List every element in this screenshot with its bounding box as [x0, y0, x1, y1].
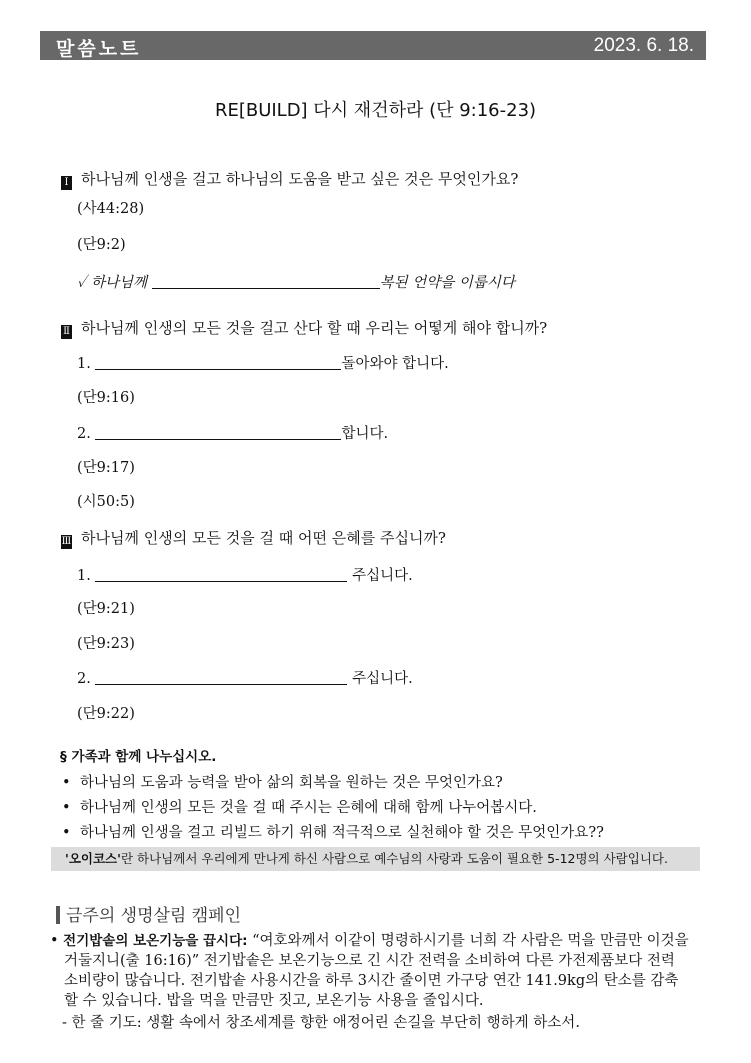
campaign-heading-line [56, 901, 241, 926]
header-bar [40, 31, 706, 60]
section-3-item-1 [77, 564, 413, 585]
share-item [62, 771, 503, 792]
campaign-text-2: 거둘지니(출 16:16)” 전기밥솥은 보온기능으로 긴 시간 전력을 소비하여 다른 가전제품보다 전력 [64, 953, 675, 969]
section-3-question-line [61, 527, 446, 549]
section-2-item-2-num: 2. [77, 426, 91, 442]
section-1-ref-2: (단9:2) [77, 237, 126, 253]
section-2-item-1 [77, 352, 449, 373]
section-3-item-1-num: 1. [77, 568, 91, 584]
bullet-icon: • [62, 775, 71, 791]
section-1-blank[interactable] [152, 274, 380, 289]
section-3-item-2-blank[interactable] [95, 670, 347, 685]
campaign-prayer: - 한 줄 기도: 생활 속에서 창조세계를 향한 애정어린 손길을 부단히 행하게 하소서. [62, 1015, 580, 1031]
section-1-check-prefix: 하나님께 [90, 275, 147, 291]
header-date: 2023. 6. 18. [593, 35, 694, 56]
section-2-numeral: Ⅱ [61, 325, 72, 339]
heading-bar-icon [56, 906, 60, 924]
campaign-line-1 [50, 931, 689, 951]
share-item [62, 796, 537, 817]
oikos-note [51, 847, 700, 871]
section-2-item-1-suffix: 돌아와야 합니다. [341, 356, 449, 372]
section-3-numeral: Ⅲ [61, 536, 72, 547]
section-1-check-line [77, 271, 515, 292]
share-item-text: 하나님께 인생을 걸고 리빌드 하기 위해 적극적으로 실천해야 할 것은 무엇인가요?? [80, 825, 604, 841]
section-2-question: 하나님께 인생의 모든 것을 걸고 산다 할 때 우리는 어떻게 해야 합니까? [81, 319, 548, 337]
section-1-numeral: Ⅰ [61, 176, 72, 190]
section-1-question: 하나님께 인생을 걸고 하나님의 도움을 받고 싶은 것은 무엇인가요? [81, 170, 519, 188]
section-3-item-1-blank[interactable] [95, 567, 347, 582]
section-1-check-suffix: 복된 언약을 이룹시다 [379, 275, 515, 291]
section-3-ref-2: (단9:22) [77, 706, 135, 722]
share-heading: § 가족과 함께 나누십시오. [60, 749, 217, 765]
section-3-ref-1a: (단9:21) [77, 601, 135, 617]
section-3-item-2-num: 2. [77, 671, 91, 687]
section-2-item-2-blank[interactable] [95, 425, 341, 440]
section-2-question-line [61, 317, 547, 339]
section-3-item-2 [77, 667, 413, 688]
share-item-text: 하나님의 도움과 능력을 받아 삶의 회복을 원하는 것은 무엇인가요? [80, 775, 503, 791]
section-1-question-line [61, 168, 518, 190]
section-1-ref-1: (사44:28) [77, 201, 145, 217]
bullet-icon: • [50, 933, 59, 949]
bullet-icon: • [62, 800, 71, 816]
sermon-title: RE[BUILD] 다시 재건하라 (단 9:16-23) [214, 100, 537, 121]
oikos-definition: 란 하나님께서 우리에게 만나게 하신 사람으로 예수님의 사랑과 도움이 필요한 5-12명의 사람입니다. [120, 851, 668, 866]
section-2-item-1-blank[interactable] [95, 355, 341, 370]
share-item [62, 821, 604, 842]
section-3-ref-1b: (단9:23) [77, 636, 135, 652]
section-3-question: 하나님께 인생의 모든 것을 걸 때 어떤 은혜를 주십니까? [81, 529, 446, 547]
section-2-item-2 [77, 422, 388, 443]
section-2-ref-1: (단9:16) [77, 390, 135, 406]
campaign-text-1: “여호와께서 이같이 명령하시기를 너희 각 사람은 먹을 만큼만 이것을 [252, 933, 689, 949]
section-3-item-1-suffix: 주십니다. [352, 568, 413, 584]
header-title: 말씀노트 [56, 38, 142, 60]
section-2-item-1-num: 1. [77, 356, 91, 372]
share-item-text: 하나님께 인생의 모든 것을 걸 때 주시는 은혜에 대해 함께 나누어봅시다. [80, 800, 537, 816]
section-2-item-2-suffix: 합니다. [341, 426, 389, 442]
campaign-bold-lead: 전기밥솥의 보온기능을 끕시다: [63, 933, 248, 949]
campaign-heading: 금주의 생명살림 캠페인 [66, 906, 242, 926]
check-mark-icon: ✓ [77, 275, 87, 291]
campaign-text-3: 소비량이 많습니다. 전기밥솥 사용시간을 하루 3시간 줄이면 가구당 연간 141.9kg의 탄소를 감축 [64, 973, 679, 989]
section-2-ref-2a: (단9:17) [77, 460, 135, 476]
section-3-item-2-suffix: 주십니다. [352, 671, 413, 687]
section-2-ref-2b: (시50:5) [77, 494, 135, 510]
campaign-text-4: 할 수 있습니다. 밥을 먹을 만큼만 짓고, 보온기능 사용을 줄입시다. [64, 993, 484, 1009]
oikos-term: '오이코스' [65, 851, 121, 866]
bullet-icon: • [62, 825, 71, 841]
